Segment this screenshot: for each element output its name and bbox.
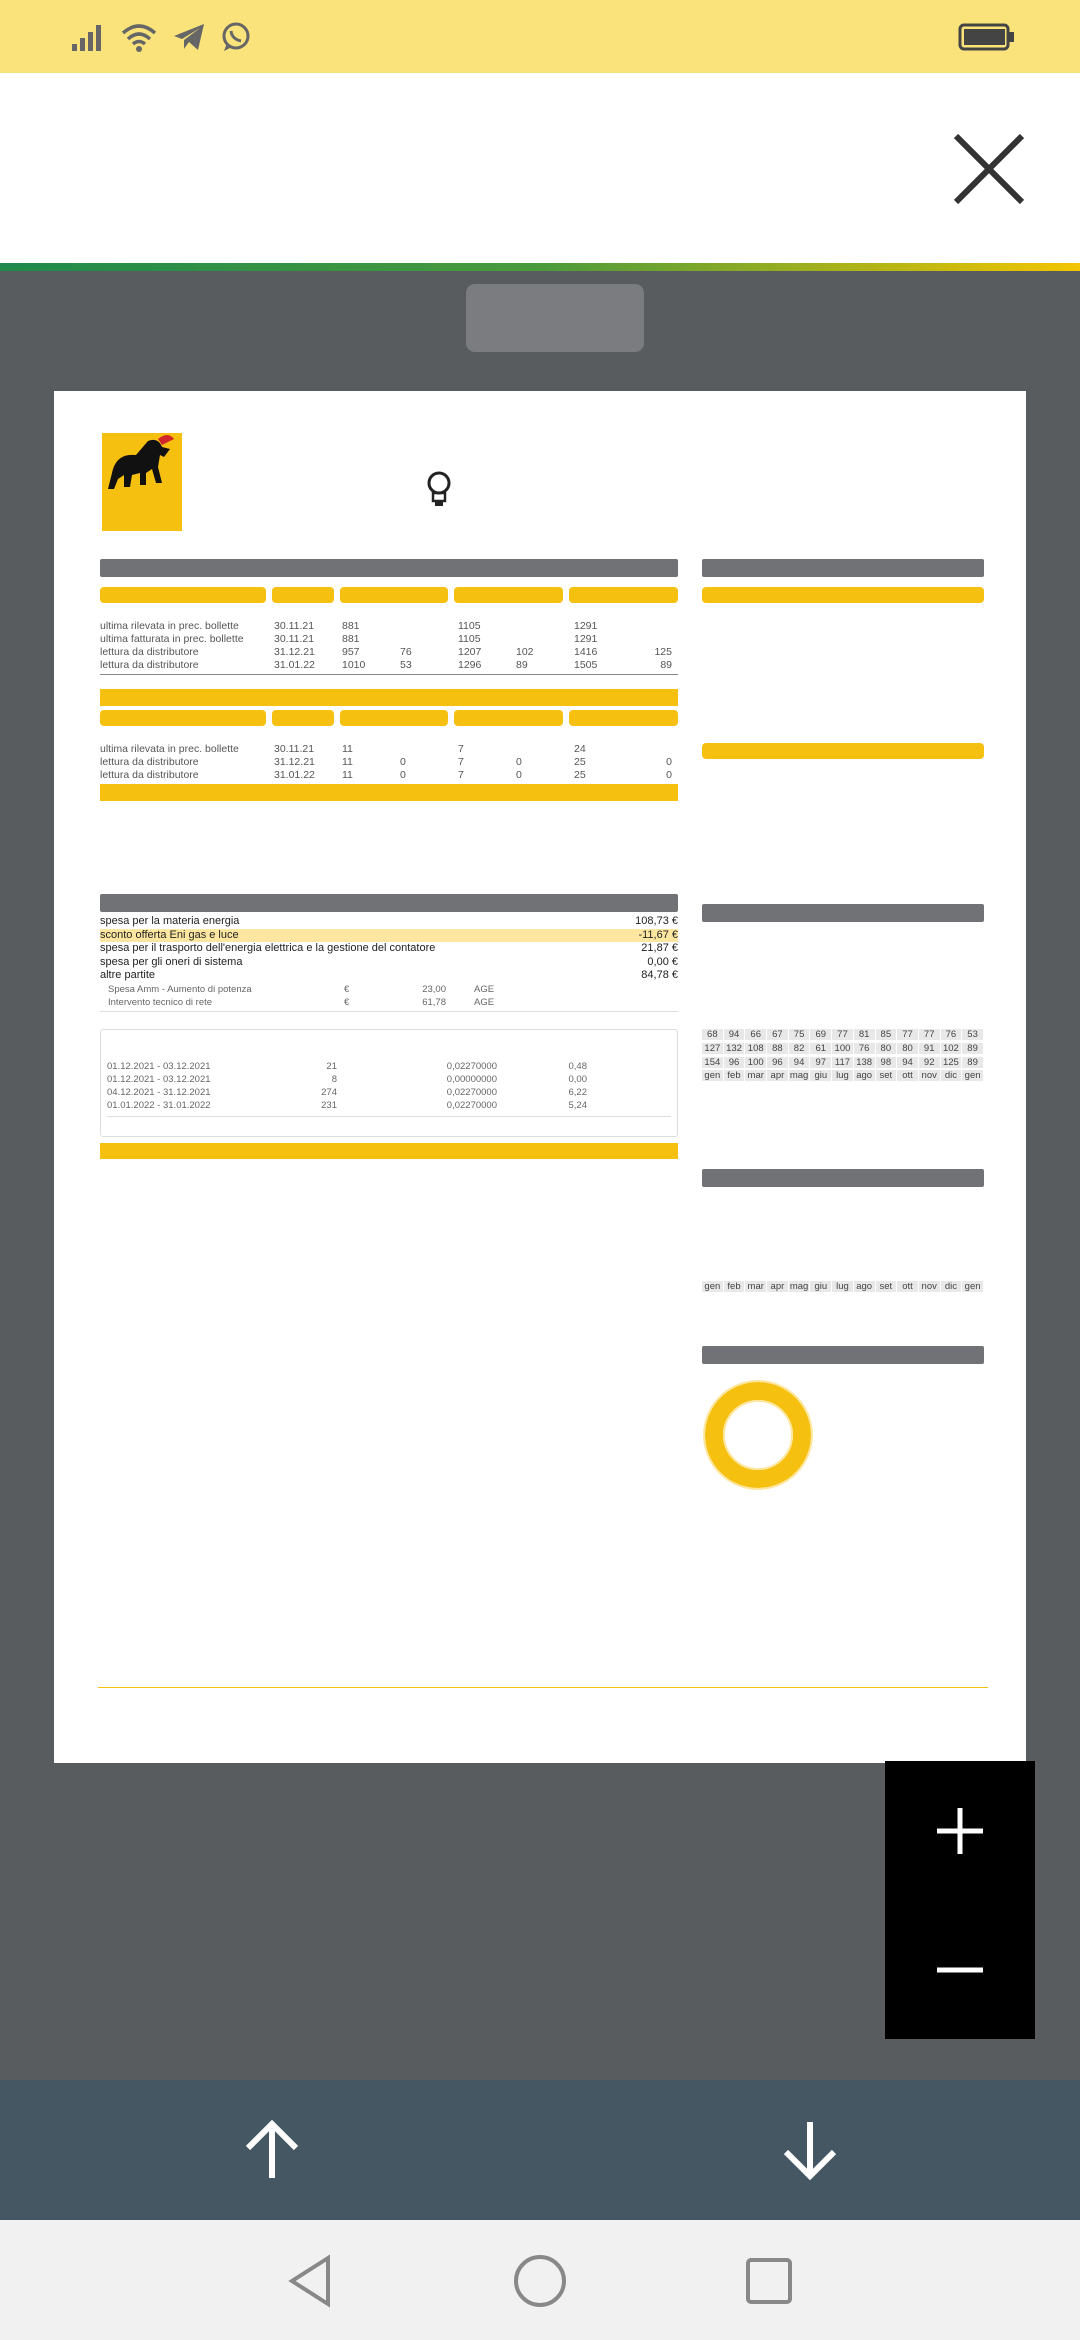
- table-row: [100, 756, 678, 769]
- importo-line: [100, 929, 678, 943]
- six-legged-dog-icon: [102, 433, 182, 493]
- table-cell: [516, 633, 574, 646]
- next-page-button[interactable]: [770, 2110, 850, 2190]
- reactive-subheader: [100, 730, 678, 743]
- axis-cell: gen: [962, 1070, 984, 1081]
- system-navigation-bar: [0, 2220, 1080, 2340]
- table-cell: 7: [458, 743, 464, 755]
- altre-partite-item: [108, 996, 678, 1009]
- altre-label: Spesa Amm - Aumento di potenza: [108, 983, 252, 995]
- sub-label: [100, 607, 274, 620]
- axis-cell: 94: [724, 1029, 746, 1040]
- page-indicator: [466, 284, 644, 352]
- axis-cell: set: [876, 1281, 898, 1292]
- plus-icon: [933, 1804, 987, 1858]
- axis-cell: mar: [745, 1070, 767, 1081]
- axis-cell: dic: [941, 1281, 963, 1292]
- accisa-box: [100, 1029, 678, 1137]
- sub-label: [400, 730, 458, 743]
- table-cell: 7: [458, 769, 464, 781]
- table-cell: [632, 633, 672, 646]
- accisa-cell: 0,02270000: [446, 1099, 497, 1111]
- sub-label: [274, 607, 342, 620]
- accisa-cell: 0,48: [568, 1060, 587, 1072]
- table-cell: 25: [574, 756, 586, 768]
- table-cell: [400, 743, 458, 756]
- brand-strip: [0, 263, 1080, 271]
- axis-cell: gen: [702, 1070, 724, 1081]
- fornitura-label: [702, 743, 984, 759]
- table-cell: [632, 620, 672, 633]
- table-cell: 0: [516, 769, 522, 781]
- importo-label: spesa per la materia energia: [100, 915, 240, 927]
- sub-label: [458, 607, 516, 620]
- table-cell: 1207: [458, 646, 482, 658]
- altre-value: 23,00: [422, 983, 446, 995]
- axis-cell: nov: [919, 1281, 941, 1292]
- table-cell: 53: [400, 659, 412, 671]
- axis-cell: gen: [962, 1281, 984, 1292]
- table-cell: 1105: [458, 620, 481, 632]
- sub-label: [100, 730, 274, 743]
- table-cell: 0: [400, 769, 406, 781]
- page-navigation-bar: [0, 2080, 1080, 2220]
- consumo-annuo-header: [702, 1346, 984, 1364]
- totale-luce-row: [100, 1143, 678, 1159]
- sub-label: [342, 730, 400, 743]
- importo-label: altre partite: [100, 969, 156, 981]
- altre-value: 61,78: [422, 996, 446, 1008]
- altre-partite-item: [108, 983, 678, 996]
- totale-fornitura-row: [100, 689, 678, 706]
- zoom-out-button[interactable]: [885, 1900, 1035, 2039]
- storico-chart: [702, 927, 984, 1007]
- whatsapp-icon: [220, 21, 252, 53]
- axis-cell: 77: [832, 1029, 854, 1040]
- col-header: [340, 710, 449, 726]
- table-cell: 881: [342, 633, 360, 645]
- axis-cell: 92: [919, 1057, 941, 1068]
- accisa-headers: [107, 1034, 671, 1047]
- document-page[interactable]: [54, 391, 1026, 1763]
- col-header: [569, 587, 678, 603]
- fascia-f1-values: [702, 1029, 984, 1040]
- axis-cell: 88: [767, 1043, 789, 1054]
- wifi-icon: [120, 22, 158, 52]
- col-header: [454, 587, 563, 603]
- altre-partite-lines: [100, 983, 678, 1009]
- table-cell: 0: [400, 756, 406, 768]
- axis-cell: 117: [832, 1057, 854, 1068]
- axis-cell: 77: [919, 1029, 941, 1040]
- zoom-controls: [885, 1761, 1035, 2039]
- axis-cell: giu: [810, 1281, 832, 1292]
- axis-cell: 100: [745, 1057, 767, 1068]
- table-cell: ultima rilevata in prec. bollette: [100, 743, 239, 755]
- table-cell: ultima fatturata in prec. bollette: [100, 633, 244, 645]
- axis-cell: 85: [876, 1029, 898, 1040]
- table-cell: 1010: [342, 659, 366, 671]
- storico-fasce: [702, 1029, 984, 1081]
- table-cell: [516, 743, 574, 756]
- accisa-row: [107, 1073, 671, 1086]
- reactive-headers: [100, 710, 678, 726]
- lightbulb-icon: [426, 471, 452, 509]
- accisa-cell: 0,00000000: [446, 1073, 497, 1085]
- table-cell: ultima rilevata in prec. bollette: [100, 620, 239, 632]
- acc-sub: [507, 1047, 587, 1060]
- table-cell: 76: [400, 646, 412, 658]
- importo-value: 84,78 €: [641, 969, 678, 981]
- accisa-cell: 0,00: [568, 1073, 587, 1085]
- col-header: [100, 710, 266, 726]
- axis-cell: 76: [854, 1043, 876, 1054]
- accisa-subheaders: [107, 1047, 671, 1060]
- potenza-axis: [702, 1279, 984, 1292]
- acc-head: [397, 1034, 507, 1047]
- table-cell: lettura da distributore: [100, 756, 199, 768]
- totale-reattiva-row: [100, 784, 678, 801]
- status-bar: [0, 0, 1080, 73]
- importo-value: -11,67 €: [638, 928, 678, 941]
- axis-cell: dic: [941, 1070, 963, 1081]
- table-cell: 11: [342, 756, 353, 768]
- altre-currency: €: [344, 996, 350, 1008]
- accisa-row: [107, 1060, 671, 1073]
- accisa-row: [107, 1099, 671, 1112]
- reactive-rows: [100, 743, 678, 782]
- table-cell: lettura da distributore: [100, 659, 199, 671]
- back-triangle-icon: [280, 2250, 342, 2312]
- axis-cell: 96: [767, 1057, 789, 1068]
- axis-cell: ott: [897, 1070, 919, 1081]
- axis-cell: 132: [724, 1043, 746, 1054]
- axis-cell: feb: [724, 1281, 746, 1292]
- table-row: [100, 620, 678, 633]
- acc-sub: [277, 1047, 397, 1060]
- importo-line: [100, 969, 678, 983]
- legal-footer: [98, 1687, 988, 1690]
- sub-label: [574, 607, 632, 620]
- table-row: [100, 769, 678, 782]
- signal-icon: [70, 22, 106, 52]
- axis-cell: 108: [745, 1043, 767, 1054]
- table-row: [100, 659, 678, 672]
- axis-cell: 154: [702, 1057, 724, 1068]
- axis-cell: mar: [745, 1281, 767, 1292]
- axis-cell: mag: [789, 1070, 811, 1081]
- accisa-cell: 8: [331, 1073, 337, 1085]
- table-cell: [400, 633, 458, 646]
- axis-cell: 94: [789, 1057, 811, 1068]
- importo-line: [100, 915, 678, 929]
- importo-label: spesa per il trasporto dell'energia elettrica e la gestione del contatore: [100, 942, 436, 954]
- axis-cell: lug: [832, 1070, 854, 1081]
- axis-cell: 89: [962, 1043, 984, 1054]
- importo-label: spesa per gli oneri di sistema: [100, 955, 243, 968]
- acc-head: [107, 1034, 277, 1047]
- arrow-down-icon: [770, 2110, 850, 2190]
- table-cell: 0: [666, 769, 672, 781]
- axis-cell: 96: [724, 1057, 746, 1068]
- table-cell: 102: [516, 646, 534, 658]
- active-rows: [100, 620, 678, 672]
- table-cell: [632, 743, 672, 756]
- axis-cell: 75: [789, 1029, 811, 1040]
- table-cell: 30.11.21: [274, 743, 315, 755]
- axis-cell: 100: [832, 1043, 854, 1054]
- viewer-header: [0, 73, 1080, 265]
- altre-label: Intervento tecnico di rete: [108, 996, 213, 1008]
- table-row: [100, 743, 678, 756]
- col-header: [100, 587, 266, 603]
- axis-cell: 77: [897, 1029, 919, 1040]
- col-header: [272, 710, 333, 726]
- axis-cell: 76: [941, 1029, 963, 1040]
- potenza-chart: [702, 1193, 984, 1265]
- potenza-months: [702, 1281, 984, 1292]
- table-cell: 1291: [574, 633, 598, 645]
- consumo-annuo-donut: [702, 1379, 814, 1491]
- axis-cell: 68: [702, 1029, 724, 1040]
- accisa-cell: 01.12.2021 - 03.12.2021: [107, 1060, 211, 1072]
- accisa-cell: 231: [321, 1099, 337, 1111]
- back-button[interactable]: [280, 2250, 342, 2312]
- axis-cell: nov: [919, 1070, 941, 1081]
- importo-value: 0,00 €: [647, 955, 678, 968]
- storico-header: [702, 904, 984, 922]
- accisa-cell: 0,02270000: [446, 1086, 497, 1098]
- axis-cell: 98: [876, 1057, 898, 1068]
- axis-cell: 138: [854, 1057, 876, 1068]
- table-cell: 957: [342, 646, 360, 658]
- table-cell: 24: [574, 743, 586, 755]
- table-row: [100, 646, 678, 659]
- sub-label: [632, 607, 672, 620]
- axis-cell: 91: [919, 1043, 941, 1054]
- accisa-cell: 21: [326, 1060, 337, 1072]
- axis-cell: 80: [897, 1043, 919, 1054]
- active-headers: [100, 587, 678, 603]
- axis-cell: 66: [745, 1029, 767, 1040]
- table-cell: 11: [342, 743, 353, 755]
- comunicazioni: [100, 1313, 682, 1326]
- col-header: [454, 710, 563, 726]
- sub-label: [400, 607, 458, 620]
- table-row: [100, 633, 678, 646]
- totale-label: [102, 689, 676, 706]
- importo-value: 21,87 €: [641, 942, 678, 954]
- col-header: [340, 587, 449, 603]
- axis-cell: ago: [854, 1281, 876, 1292]
- iva-label: [107, 1117, 671, 1132]
- axis-cell: 61: [810, 1043, 832, 1054]
- consumo-rilevato-row: [100, 674, 678, 687]
- axis-cell: lug: [832, 1281, 854, 1292]
- home-button[interactable]: [509, 2250, 571, 2312]
- table-cell: lettura da distributore: [100, 646, 199, 658]
- acc-sub: [107, 1047, 277, 1060]
- accisa-cell: 274: [321, 1086, 337, 1098]
- recents-square-icon: [738, 2250, 800, 2312]
- sub-label: [342, 607, 400, 620]
- axis-cell: 80: [876, 1043, 898, 1054]
- axis-cell: 67: [767, 1029, 789, 1040]
- table-cell: 30.11.21: [274, 620, 315, 632]
- table-cell: 11: [342, 769, 353, 781]
- table-cell: 30.11.21: [274, 633, 315, 645]
- minus-icon: [933, 1943, 987, 1997]
- col-header: [569, 710, 678, 726]
- table-cell: 1416: [574, 646, 598, 658]
- col-header: [272, 587, 333, 603]
- axis-cell: ago: [854, 1070, 876, 1081]
- acc-sub: [397, 1047, 507, 1060]
- arrow-up-icon: [232, 2110, 312, 2190]
- table-cell: lettura da distributore: [100, 769, 199, 781]
- importo-label: sconto offerta Eni gas e luce: [100, 928, 239, 941]
- table-cell: [516, 620, 574, 633]
- accisa-cell: 01.12.2021 - 03.12.2021: [107, 1073, 211, 1085]
- home-circle-icon: [509, 2250, 571, 2312]
- axis-cell: 125: [941, 1057, 963, 1068]
- consumo-label: [100, 675, 678, 687]
- table-cell: 0: [516, 756, 522, 768]
- accisa-rows: [107, 1060, 671, 1112]
- table-cell: 125: [654, 646, 672, 658]
- table-cell: 7: [458, 756, 464, 768]
- axis-cell: 94: [897, 1057, 919, 1068]
- axis-cell: mag: [789, 1281, 811, 1292]
- battery-icon: [958, 22, 1016, 52]
- table-cell: 25: [574, 769, 586, 781]
- sub-label: [458, 730, 516, 743]
- table-cell: 89: [660, 659, 672, 671]
- totale-luce-label: [103, 1143, 675, 1159]
- sub-label: [632, 730, 672, 743]
- contratto-label: [702, 587, 984, 603]
- fascia-f2-values: [702, 1043, 984, 1054]
- table-cell: 31.12.21: [274, 646, 315, 658]
- table-cell: 1505: [574, 659, 598, 671]
- accisa-cell: 0,02270000: [446, 1060, 497, 1072]
- fascia-f3-values: [702, 1057, 984, 1068]
- iva-row: [107, 1116, 671, 1132]
- caratteristiche-header: [702, 559, 984, 577]
- importi-table: [100, 915, 678, 1159]
- consumi-table: [100, 587, 678, 801]
- axis-cell: 69: [810, 1029, 832, 1040]
- potenza-header: [702, 1169, 984, 1187]
- axis-cell: apr: [767, 1070, 789, 1081]
- reactive-total-label: [102, 784, 676, 801]
- accisa-cell: 6,22: [568, 1086, 587, 1098]
- telegram-icon: [172, 22, 206, 52]
- table-cell: 881: [342, 620, 360, 632]
- table-cell: 1105: [458, 633, 481, 645]
- acc-head: [507, 1034, 587, 1047]
- altre-tag: AGE: [474, 983, 495, 995]
- active-subheader: [100, 607, 678, 620]
- axis-cell: 97: [810, 1057, 832, 1068]
- close-icon: [948, 128, 1030, 210]
- altre-currency: €: [344, 983, 350, 995]
- close-button[interactable]: [948, 128, 1030, 210]
- axis-cell: ott: [897, 1281, 919, 1292]
- axis-cell: 127: [702, 1043, 724, 1054]
- importi-lines: [100, 915, 678, 983]
- importo-line: [100, 956, 678, 970]
- accisa-cell: 04.12.2021 - 31.12.2021: [107, 1086, 211, 1098]
- axis-cell: feb: [724, 1070, 746, 1081]
- recents-button[interactable]: [738, 2250, 800, 2312]
- sub-label: [274, 730, 342, 743]
- axis-cell: 102: [941, 1043, 963, 1054]
- axis-cell: 82: [789, 1043, 811, 1054]
- acc-head: [277, 1034, 397, 1047]
- importo-line: [100, 942, 678, 956]
- accisa-row: [107, 1086, 671, 1099]
- axis-cell: giu: [810, 1070, 832, 1081]
- previous-page-button[interactable]: [232, 2110, 312, 2190]
- altre-tag: AGE: [474, 996, 495, 1008]
- consumi-header: [100, 559, 678, 577]
- table-cell: 1296: [458, 659, 482, 671]
- accisa-cell: 5,24: [568, 1099, 587, 1111]
- eni-logo: [102, 433, 182, 531]
- importi-header: [100, 894, 678, 912]
- imposte-label: [100, 1012, 678, 1027]
- axis-cell: set: [876, 1070, 898, 1081]
- sub-label: [516, 730, 574, 743]
- axis-cell: apr: [767, 1281, 789, 1292]
- axis-cell: gen: [702, 1281, 724, 1292]
- imposte-row: [100, 1011, 678, 1027]
- table-cell: 1291: [574, 620, 598, 632]
- sub-label: [574, 730, 632, 743]
- zoom-in-button[interactable]: [885, 1761, 1035, 1900]
- table-cell: 89: [516, 659, 528, 671]
- table-cell: [400, 620, 458, 633]
- accisa-cell: 01.01.2022 - 31.01.2022: [107, 1099, 211, 1111]
- table-cell: 31.01.22: [274, 659, 315, 671]
- storico-months: [702, 1070, 984, 1081]
- axis-cell: 89: [962, 1057, 984, 1068]
- axis-cell: 81: [854, 1029, 876, 1040]
- table-cell: 31.01.22: [274, 769, 315, 781]
- table-cell: 31.12.21: [274, 756, 315, 768]
- axis-cell: 53: [962, 1029, 984, 1040]
- table-cell: 0: [666, 756, 672, 768]
- importo-value: 108,73 €: [635, 915, 678, 927]
- sub-label: [516, 607, 574, 620]
